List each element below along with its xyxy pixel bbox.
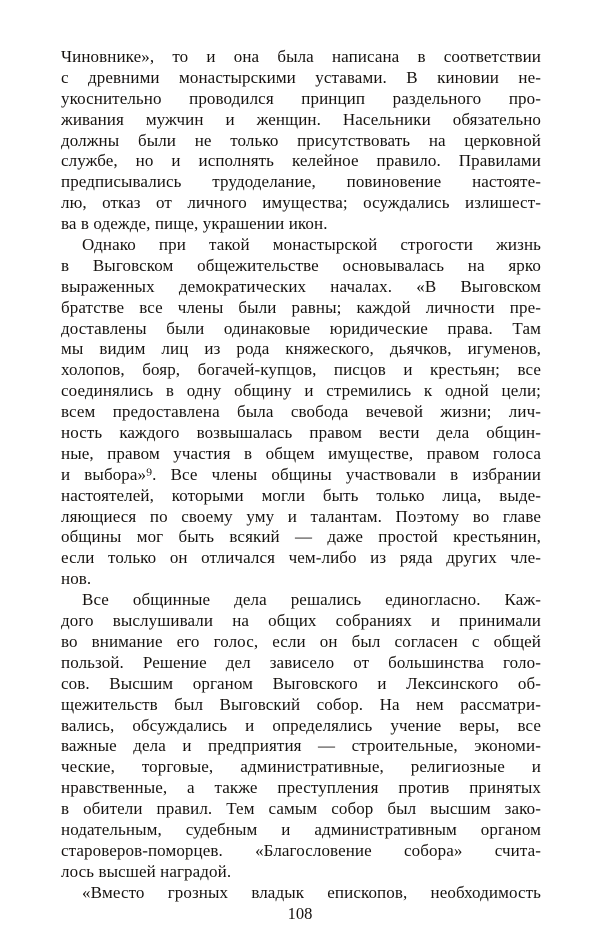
- text-line: староверов-поморцев. «Благословение собора» счита-: [61, 840, 541, 860]
- text-line: живания мужчин и женщин. Насельники обязательно: [61, 109, 541, 129]
- text-line: нравственные, а также преступления против принятых: [61, 778, 541, 798]
- text-line: ные, правом участия в общем имуществе, правом голоса: [61, 443, 541, 463]
- text-line: сов. Высшим органом Выговского и Лексинского об-: [61, 673, 541, 693]
- paragraph: [61, 47, 541, 235]
- text-line: дого выслушивали на общих собраниях и принимали: [61, 611, 541, 631]
- text-line: с древними монастырскими уставами. В киновии не-: [61, 67, 541, 87]
- text-line: всем предоставлена была свобода вечевой жизни; лич-: [61, 402, 541, 422]
- paragraph: [61, 590, 541, 882]
- text-line: важные дела и предприятия — строительные, экономи-: [61, 736, 541, 756]
- text-line: в Выговском общежительстве основывалась на ярко: [61, 255, 541, 275]
- text-line: укоснительно проводился принцип раздельного про-: [61, 88, 541, 108]
- text-line: мы видим лиц из рода княжеского, дьячков, игуменов,: [61, 339, 541, 359]
- text-line: пользой. Решение дел зависело от большинства голо-: [61, 652, 541, 672]
- text-block: [61, 47, 541, 904]
- text-line: службе, но и исполнять келейное правило. Правилами: [61, 151, 541, 171]
- page-number: 108: [287, 904, 313, 923]
- paragraph: [61, 235, 541, 590]
- text-line: нодательным, судебным и административным органом: [61, 819, 541, 839]
- text-line: ческие, торговые, административные, религиозные и: [61, 757, 541, 777]
- text-line: настоятелей, которыми могли быть только лица, выде-: [61, 485, 541, 505]
- text-line: ляющиеся по своему уму и талантам. Поэтому во главе: [61, 506, 541, 526]
- text-line: холопов, бояр, богачей-купцов, писцов и крестьян; все: [61, 360, 541, 380]
- text-line: общины мог быть всякий — даже простой крестьянин,: [61, 527, 541, 547]
- paragraph: [61, 883, 541, 904]
- text-line: если только он отличался чем-либо из ряда других чле-: [61, 548, 541, 568]
- text-line: в обители правил. Тем самым собор был высшим зако-: [61, 799, 541, 819]
- text-line: должны были не только присутствовать на церковной: [61, 130, 541, 150]
- text-line: доставлены были одинаковые юридические права. Там: [61, 318, 541, 338]
- text-line: Все общинные дела решались единогласно. Каж-: [82, 590, 541, 610]
- text-line: братстве все члены были равны; каждой личности пре-: [61, 297, 541, 317]
- text-line: Однако при такой монастырской строгости жизнь: [82, 235, 541, 255]
- text-line: вались, обсуждались и определялись учение веры, все: [61, 715, 541, 735]
- text-line: во внимание его голос, если он был согласен с общей: [61, 631, 541, 651]
- text-line: предписывались трудоделание, повиновение настояте-: [61, 172, 541, 192]
- text-line: выраженных демократических началах. «В Выговском: [61, 276, 541, 296]
- text-line: соединялись в одну общину и стремились к одной цели;: [61, 381, 541, 401]
- text-line: ность каждого возвышалась правом вести дела общин-: [61, 423, 541, 443]
- text-line: щежительств был Выговский собор. На нем рассматри-: [61, 694, 541, 714]
- text-line: ва в одежде, пище, украшении икон.: [61, 214, 328, 234]
- text-line: лось высшей наградой.: [61, 861, 232, 881]
- text-line: нов.: [61, 569, 92, 589]
- text-line: Чиновнике», то и она была написана в соответствии: [61, 47, 541, 66]
- text-line: «Вместо грозных владык епископов, необходимость: [82, 882, 541, 902]
- text-line: лю, отказ от личного имущества; осуждались излишест-: [61, 193, 541, 213]
- text-line: и выбора»⁹. Все члены общины участвовали в избрании: [61, 464, 541, 484]
